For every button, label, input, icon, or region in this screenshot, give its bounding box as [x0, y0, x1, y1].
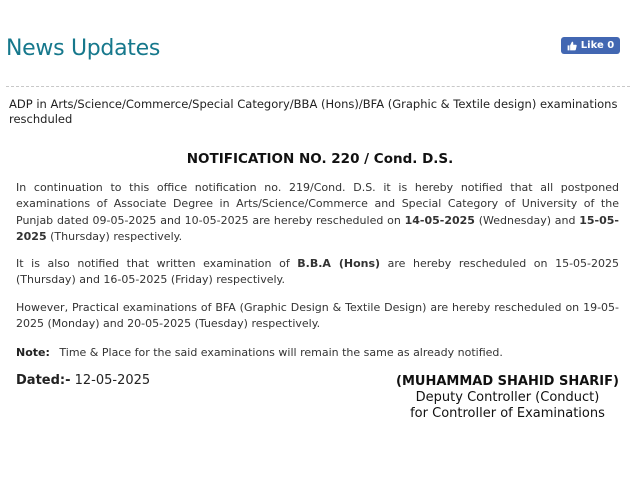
- rescheduled-date-2: 15-05-2025: [16, 213, 619, 243]
- like-button-label: Like 0: [580, 40, 615, 51]
- paragraph-text: It is also notified that written examination of: [16, 257, 298, 270]
- notification-paragraph-3: However, Practical examinations of BFA (Graphic Design & Textile Design) are hereby rescheduled on 19-05-2025 (Monday) and 20-05-2025 (Tuesday) respectively.: [16, 301, 619, 331]
- dated-value: 12-05-2025: [74, 373, 151, 388]
- note-label: Note:: [16, 346, 50, 359]
- thumbs-up-icon: [567, 41, 577, 51]
- header-divider: [6, 86, 630, 87]
- signatory-name: (MUHAMMAD SHAHID SHARIF): [396, 374, 619, 389]
- notification-date: [16, 373, 150, 388]
- paragraph-text: (Wednesday) and: [474, 213, 580, 227]
- notification-paragraph-1: [16, 180, 619, 245]
- page-title: News Updates: [6, 36, 160, 61]
- notification-paragraph-2: [16, 256, 619, 289]
- notification-note: [16, 346, 616, 359]
- rescheduled-date-1: 14-05-2025: [404, 213, 475, 227]
- signatory-for: for Controller of Examinations: [410, 406, 605, 421]
- paragraph-text: are hereby rescheduled on 15-05-2025 (Thursday) and 16-05-2025 (Friday) respectively.: [16, 257, 620, 287]
- signature-block: [395, 374, 620, 422]
- news-headline: ADP in Arts/Science/Commerce/Special Category/BBA (Hons)/BFA (Graphic & Textile design) examinations reschduled: [9, 97, 618, 126]
- note-text: Time & Place for the said examinations will remain the same as already notified.: [59, 346, 503, 359]
- notification-title: NOTIFICATION NO. 220 / Cond. D.S.: [186, 151, 454, 167]
- dated-label: Dated:-: [16, 373, 71, 388]
- program-name: B.B.A (Hons): [297, 257, 381, 270]
- paragraph-text: (Thursday) respectively.: [46, 229, 183, 243]
- signatory-title: Deputy Controller (Conduct): [415, 390, 600, 405]
- paragraph-text: In continuation to this office notification no. 219/Cond. D.S. it is hereby notified that all postponed examinations of Associate Degree in Arts/Science/Commerce and Special Category of University of the Punjab dated 09-05-2025 and 10-05-2025 are hereby rescheduled on: [16, 181, 619, 227]
- facebook-like-button[interactable]: [561, 37, 620, 54]
